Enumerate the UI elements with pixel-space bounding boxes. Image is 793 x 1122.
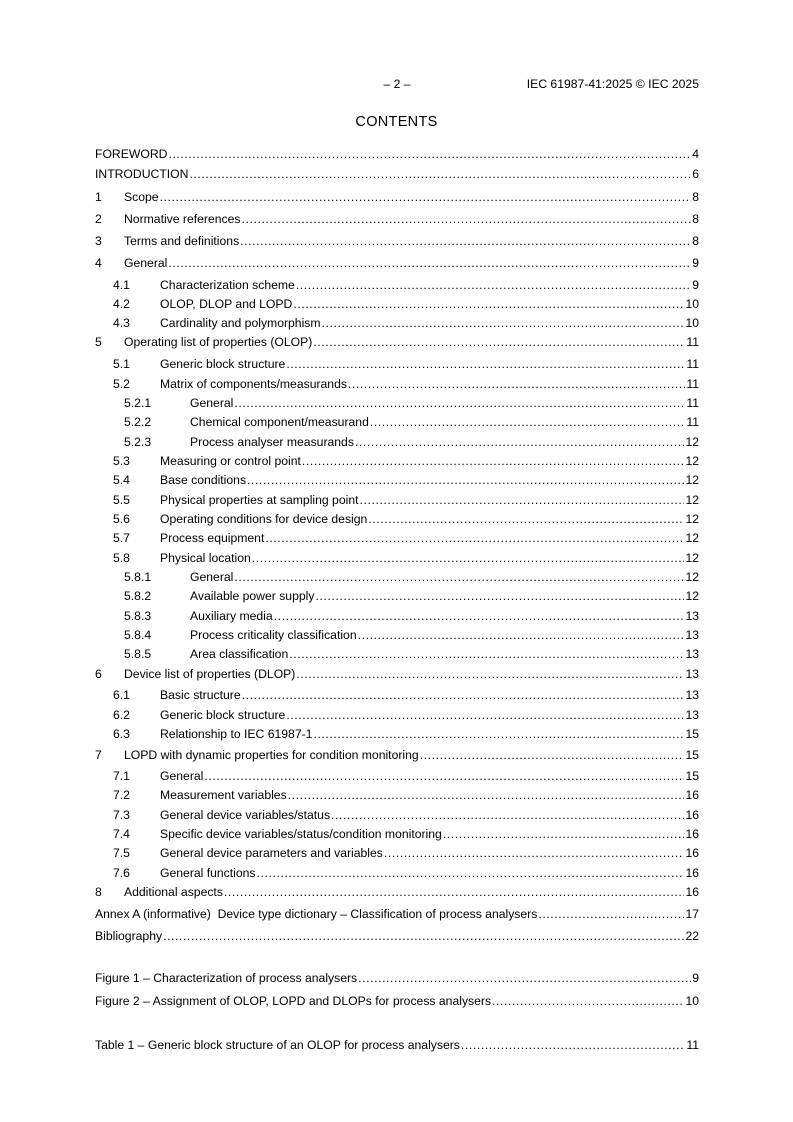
toc-entry-page: 16 [685,827,699,841]
toc-entry-page: 11 [686,415,699,429]
leader-dots [286,356,685,372]
toc-entry-number: 7.1 [113,769,130,783]
leader-dots [289,646,684,662]
toc-entry[interactable] [95,530,699,546]
toc-entry-label: Characterization scheme [160,278,295,292]
toc-entry-foreword[interactable] [95,146,699,162]
leader-dots [331,807,684,823]
toc-entry[interactable] [95,768,699,784]
toc-entry-page: 11 [686,335,699,349]
toc-entry-label: Base conditions [160,473,247,487]
toc-entry-label: General [190,396,234,410]
toc-entry-page: 9 [692,278,699,292]
leader-dots [296,666,684,682]
toc-entry-label: Table 1 – Generic block structure of an OLOP for process analysers [95,1038,460,1052]
toc-entry-page: 16 [685,846,699,860]
toc-entry-number: 4.1 [113,278,130,292]
toc-entry-label: Relationship to IEC 61987-1 [160,727,313,741]
toc-entry-number: 5.3 [113,454,130,468]
toc-entry-page: 16 [685,788,699,802]
toc-entry-page: 16 [685,866,699,880]
toc-entry-page: 12 [685,493,699,507]
toc-entry[interactable] [95,434,699,450]
toc-entry-label: General [190,570,234,584]
toc-entry[interactable] [95,807,699,823]
toc-entry[interactable] [95,414,699,430]
toc-entry-label: Matrix of components/measurands [160,377,347,391]
toc-entry[interactable] [95,845,699,861]
toc-entry-label: OLOP, DLOP and LOPD [160,297,293,311]
toc-entry-page: 10 [685,994,699,1008]
leader-dots [370,414,686,430]
toc-entry-label: Chemical component/measurand [190,415,369,429]
toc-entry-page: 13 [685,667,699,681]
toc-entry-bibliography[interactable] [95,928,699,944]
toc-entry-page: 9 [692,256,699,270]
leader-dots [355,434,685,450]
toc-entry-label: General device parameters and variables [160,846,383,860]
toc-entry-label: FOREWORD [95,147,168,161]
leader-dots [368,511,684,527]
leader-dots [189,166,691,182]
toc-entry-page: 13 [685,688,699,702]
toc-entry-label: Measuring or control point [160,454,301,468]
toc-entry-label: Additional aspects [124,885,223,899]
document-reference: IEC 61987-41:2025 © IEC 2025 [526,77,699,91]
leader-dots [265,530,684,546]
toc-entry-label: General [124,256,168,270]
leader-dots [538,906,684,922]
toc-entry-number: 2 [95,212,102,226]
toc-entry-label: Area classification [190,647,289,661]
toc-entry[interactable] [95,255,699,271]
toc-entry-page: 13 [685,609,699,623]
toc-entry-number: 5.8.2 [124,589,152,603]
toc-entry-label: Operating list of properties (OLOP) [124,335,313,349]
toc-entry-page: 17 [685,907,699,921]
toc-entry-label: LOPD with dynamic properties for condition monitoring [124,748,419,762]
toc-entry[interactable] [95,646,699,662]
toc-entry[interactable] [95,453,699,469]
leader-dots [293,296,684,312]
toc-entry-page: 12 [685,531,699,545]
leader-dots [234,395,685,411]
toc-entry-label: Figure 1 – Characterization of process analysers [95,971,358,985]
toc-entry-label: General functions [160,866,256,880]
leader-dots [461,1037,685,1053]
toc-entry[interactable] [95,296,699,312]
toc-entry-page: 4 [692,147,699,161]
leader-dots [492,993,684,1009]
toc-entry[interactable] [95,189,699,205]
leader-dots [322,315,685,331]
leader-dots [348,376,685,392]
toc-entry-number: 6 [95,667,102,681]
toc-entry-page: 12 [685,512,699,526]
toc-entry[interactable] [95,726,699,742]
toc-entry-number: 5.8.4 [124,628,152,642]
toc-entry-label: Operating conditions for device design [160,512,368,526]
toc-entry-page: 15 [685,769,699,783]
toc-entry-number: 7.6 [113,866,130,880]
toc-entry[interactable] [95,687,699,703]
toc-entry-number: 5.7 [113,531,130,545]
toc-entry-page: 15 [685,748,699,762]
toc-entry-page: 11 [686,1038,699,1052]
toc-entry[interactable] [95,511,699,527]
toc-entry[interactable] [95,376,699,392]
toc-entry-number: 7.5 [113,846,130,860]
toc-entry-page: 8 [692,212,699,226]
toc-entry-number: 6.1 [113,688,130,702]
leader-dots [313,726,684,742]
toc-entry-number: 5.2.2 [124,415,152,429]
toc-entry-label: Auxiliary media [190,609,273,623]
toc-entry-page: 11 [686,357,699,371]
toc-entry-label: Annex A (informative) Device type dictionary – Classification of process analysers [95,907,538,921]
toc-entry-number: 5.2.3 [124,435,152,449]
toc-entry-number: 5.8.5 [124,647,152,661]
toc-entry[interactable] [95,865,699,881]
toc-entry[interactable] [95,492,699,508]
toc-entry-number: 5.2.1 [124,396,152,410]
toc-entry-number: 5.1 [113,357,130,371]
toc-entry-page: 12 [685,589,699,603]
leader-dots [358,970,691,986]
toc-entry-page: 16 [685,885,699,899]
toc-entry-page: 12 [685,435,699,449]
toc-entry-number: 7.2 [113,788,130,802]
leader-dots [240,233,691,249]
toc-entry[interactable] [95,472,699,488]
toc-entry-number: 3 [95,234,102,248]
toc-entry-label: Generic block structure [160,357,286,371]
leader-dots [420,747,685,763]
toc-entry-page: 12 [685,473,699,487]
toc-entry[interactable] [95,315,699,331]
leader-dots [443,826,685,842]
toc-entry[interactable] [95,707,699,723]
toc-entry-number: 5.8.3 [124,609,152,623]
toc-entry-number: 8 [95,885,102,899]
toc-entry-label: General [160,769,204,783]
toc-entry-label: Measurement variables [160,788,287,802]
toc-entry-number: 6.3 [113,727,130,741]
leader-dots [302,453,685,469]
toc-entry[interactable] [95,277,699,293]
toc-entry[interactable] [95,211,699,227]
page-number: – 2 – [383,77,411,91]
toc-entry-number: 4.2 [113,297,130,311]
toc-entry-page: 12 [685,454,699,468]
toc-entry-page: 12 [685,551,699,565]
leader-dots [224,884,685,900]
toc-entry-number: 5.5 [113,493,130,507]
leader-dots [247,472,684,488]
toc-entry-number: 1 [95,190,102,204]
toc-entry-number: 5.4 [113,473,130,487]
toc-entry-annex-a[interactable] [95,906,699,922]
leader-dots [168,146,691,162]
toc-entry[interactable] [95,395,699,411]
toc-entry-page: 9 [692,971,699,985]
toc-entry-label: Device list of properties (DLOP) [124,667,296,681]
toc-entry[interactable] [95,826,699,842]
toc-entry-page: 15 [685,727,699,741]
toc-entry[interactable] [95,588,699,604]
toc-entry-number: 6.2 [113,708,130,722]
toc-entry-page: 10 [685,316,699,330]
toc-entry-page: 8 [692,190,699,204]
toc-entry[interactable] [95,569,699,585]
toc-entry-label: Physical properties at sampling point [160,493,359,507]
toc-entry-figure-1[interactable] [95,970,699,986]
toc-entry-label: INTRODUCTION [95,167,189,181]
toc-entry-label: Specific device variables/status/condition monitoring [160,827,442,841]
leader-dots [242,211,692,227]
toc-entry-label: Available power supply [190,589,315,603]
leader-dots [296,277,691,293]
toc-entry-page: 12 [685,570,699,584]
toc-entry-table-1[interactable] [95,1037,699,1053]
toc-entry-page: 22 [685,929,699,943]
toc-entry-label: Basic structure [160,688,241,702]
toc-entry[interactable] [95,666,699,682]
leader-dots [358,627,685,643]
toc-entry-number: 7.4 [113,827,130,841]
toc-entry[interactable] [95,787,699,803]
leader-dots [252,550,685,566]
leader-dots [168,255,691,271]
toc-entry-label: Physical location [160,551,251,565]
leader-dots [286,707,684,723]
leader-dots [274,608,685,624]
toc-entry-label: Process criticality classification [190,628,357,642]
leader-dots [204,768,684,784]
leader-dots [160,189,692,205]
toc-entry-number: 5 [95,335,102,349]
toc-entry-introduction[interactable] [95,166,699,182]
toc-entry-page: 16 [685,808,699,822]
toc-entry-number: 4 [95,256,102,270]
toc-entry[interactable] [95,627,699,643]
toc-entry-number: 5.6 [113,512,130,526]
toc-entry-number: 4.3 [113,316,130,330]
toc-entry[interactable] [95,334,699,350]
toc-entry-page: 13 [685,647,699,661]
toc-entry-label: Process analyser measurands [190,435,354,449]
toc-entry-page: 8 [692,234,699,248]
toc-entry-number: 7 [95,748,102,762]
toc-entry-page: 6 [692,167,699,181]
contents-title: CONTENTS [355,114,438,130]
toc-entry-number: 7.3 [113,808,130,822]
toc-entry-number: 5.8.1 [124,570,152,584]
toc-entry-label: Process equipment [160,531,265,545]
leader-dots [360,492,685,508]
toc-entry-label: Figure 2 – Assignment of OLOP, LOPD and DLOPs for process analysers [95,994,492,1008]
toc-entry-number: 5.8 [113,551,130,565]
toc-entry-label: General device variables/status [160,808,331,822]
toc-entry-page: 13 [685,628,699,642]
leader-dots [315,588,684,604]
leader-dots [313,334,685,350]
toc-entry[interactable] [95,884,699,900]
leader-dots [257,865,685,881]
leader-dots [288,787,685,803]
toc-entry[interactable] [95,233,699,249]
toc-entry-label: Normative references [124,212,241,226]
leader-dots [163,928,684,944]
toc-entry-page: 11 [686,396,699,410]
toc-entry-page: 13 [685,708,699,722]
toc-entry[interactable] [95,550,699,566]
leader-dots [242,687,685,703]
toc-entry[interactable] [95,747,699,763]
toc-entry-label: Bibliography [95,929,163,943]
toc-entry[interactable] [95,608,699,624]
toc-entry-label: Terms and definitions [124,234,240,248]
toc-entry[interactable] [95,356,699,372]
page-header [95,77,699,93]
toc-entry-figure-2[interactable] [95,993,699,1009]
toc-entry-label: Cardinality and polymorphism [160,316,321,330]
toc-entry-page: 10 [685,297,699,311]
toc-entry-page: 11 [686,377,699,391]
toc-entry-number: 5.2 [113,377,130,391]
leader-dots [234,569,684,585]
toc-entry-label: Generic block structure [160,708,286,722]
toc-entry-label: Scope [124,190,159,204]
leader-dots [384,845,685,861]
